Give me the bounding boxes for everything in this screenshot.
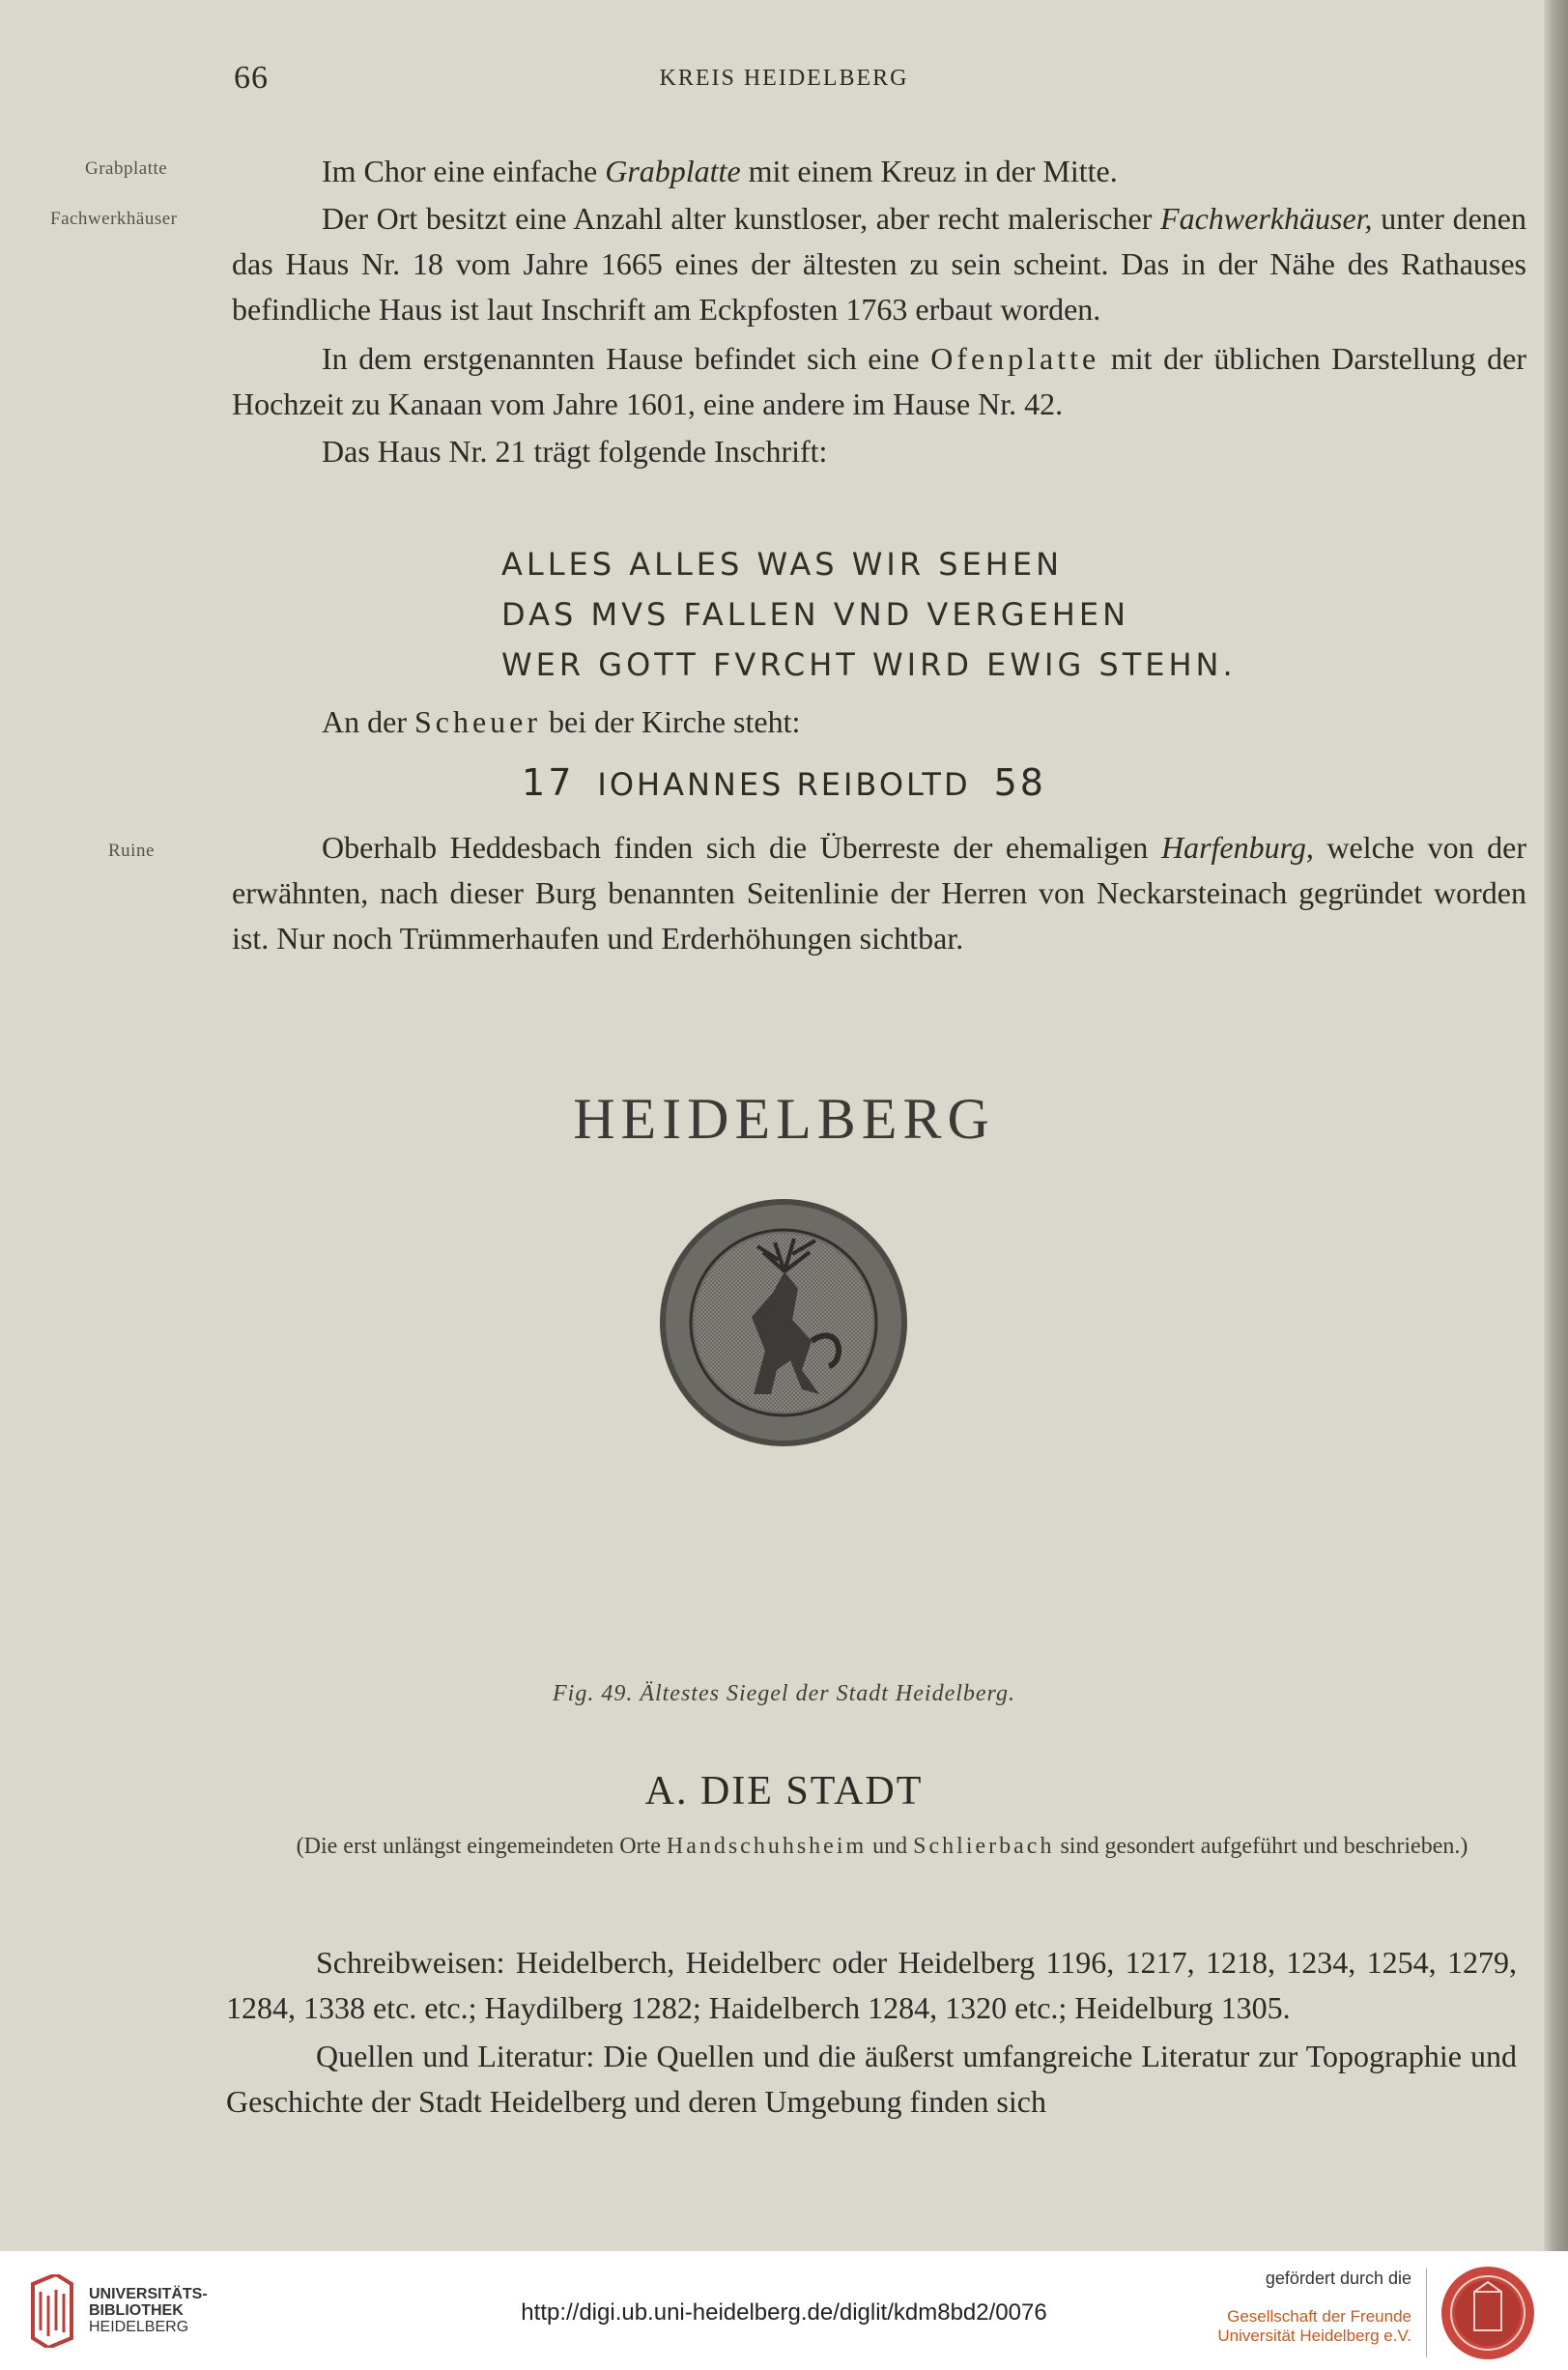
funded-by-label: gefördert durch die [1265,2269,1411,2288]
running-head [0,60,1568,99]
paragraph-ruine: Oberhalb Heddesbach finden sich die Überreste der ehemaligen Harfenburg, welche von der erwähnten, nach dieser Burg benannten Seitenlinie der Herren von Neckarsteinach gegründet worden ist. Nur noch Trümmerhaufen und Erderhöhungen sichtbar. [232,830,1527,956]
body-text-lower [226,1940,1517,2125]
running-title: KREIS HEIDELBERG [659,66,909,91]
inscription-line: ALLES ALLES WAS WIR SEHEN [501,546,1063,583]
marginal-note-fachwerkhaeuser: Fachwerkhäuser [50,209,178,229]
body-text-upper [232,149,1526,474]
figure-caption: Fig. 49. Ältestes Siegel der Stadt Heidelberg. [552,1681,1016,1706]
paragraph-ofenplatte: In dem erstgenannten Hause befindet sich eine Ofenplatte mit der üblichen Darstellung der Hochzeit zu Kanaan vom Jahre 1601, eine andere im Hause Nr. 42. [232,341,1527,421]
page-number: 66 [234,60,269,96]
italic-term: Grabplatte [605,154,741,188]
paragraph-schreibweisen: Schreibweisen: Heidelberch, Heidelberc oder Heidelberg 1196, 1217, 1218, 1234, 1254, 1279, 1284, 1338 etc. etc.; Haydilberg 1282; Haidelberch 1284, 1320 etc.; Heidelburg 1305. [226,1945,1517,2025]
inscription-name: IOHANNES REIBOLTD [597,766,971,803]
italic-term: Harfenburg, [1160,830,1314,865]
footer-bar [0,2251,1568,2370]
marginal-note-ruine: Ruine [108,841,155,861]
section-note: (Die erst unlängst eingemeindeten Orte Handschuhsheim und Schlierbach sind gesondert aufgeführt und beschrieben.) [296,1834,1468,1859]
section-heading: A. DIE STADT [644,1769,924,1813]
paragraph-grabplatte: Im Chor eine einfache Grabplatte mit einem Kreuz in der Mitte. [322,154,1118,188]
spaced-term: Ofenplatte [930,341,1100,376]
inscription-block [501,539,1237,690]
city-seal-image [657,1196,910,1449]
italic-term: Fachwerkhäuser, [1160,201,1373,236]
spaced-term: Scheuer [413,704,542,739]
society-seal-icon [1440,2265,1536,2361]
city-heading: HEIDELBERG [573,1087,995,1151]
inscription-year-right: 58 [993,761,1046,804]
university-library-name: UNIVERSITÄTS- BIBLIOTHEK HEIDELBERG [89,2286,208,2335]
paragraph-quellen: Quellen und Literatur: Die Quellen und die äußerst umfangreiche Literatur zur Topographie und Geschichte der Stadt Heidelberg und deren Umgebung finden sich [226,2039,1517,2119]
inscription-year-left: 17 [522,761,575,804]
society-name: Gesellschaft der Freunde Universität Heidelberg e.V. [1217,2307,1411,2345]
paragraph-inschrift-intro: Das Haus Nr. 21 trägt folgende Inschrift: [322,434,828,469]
footer-divider [1426,2269,1427,2357]
paragraph-fachwerkhaeuser: Der Ort besitzt eine Anzahl alter kunstloser, aber recht malerischer Fachwerkhäuser, unter denen das Haus Nr. 18 vom Jahre 1665 eines der ältesten zu sein scheint. Das in der Nähe des Rathauses befindliche Haus ist laut Inschrift am Eckpfosten 1763 erbaut worden. [232,201,1527,327]
paragraph-scheuer: An der Scheuer bei der Kirche steht: [322,704,801,739]
inscription-line: DAS MVS FALLEN VND VERGEHEN [501,596,1129,633]
permalink-url[interactable]: http://digi.ub.uni-heidelberg.de/diglit/kdm8bd2/0076 [521,2299,1047,2326]
inscription-line: WER GOTT FVRCHT WIRD EWIG STEHN. [501,646,1237,683]
scheuer-inscription [0,761,1568,804]
marginal-note-grabplatte: Grabplatte [85,158,168,179]
